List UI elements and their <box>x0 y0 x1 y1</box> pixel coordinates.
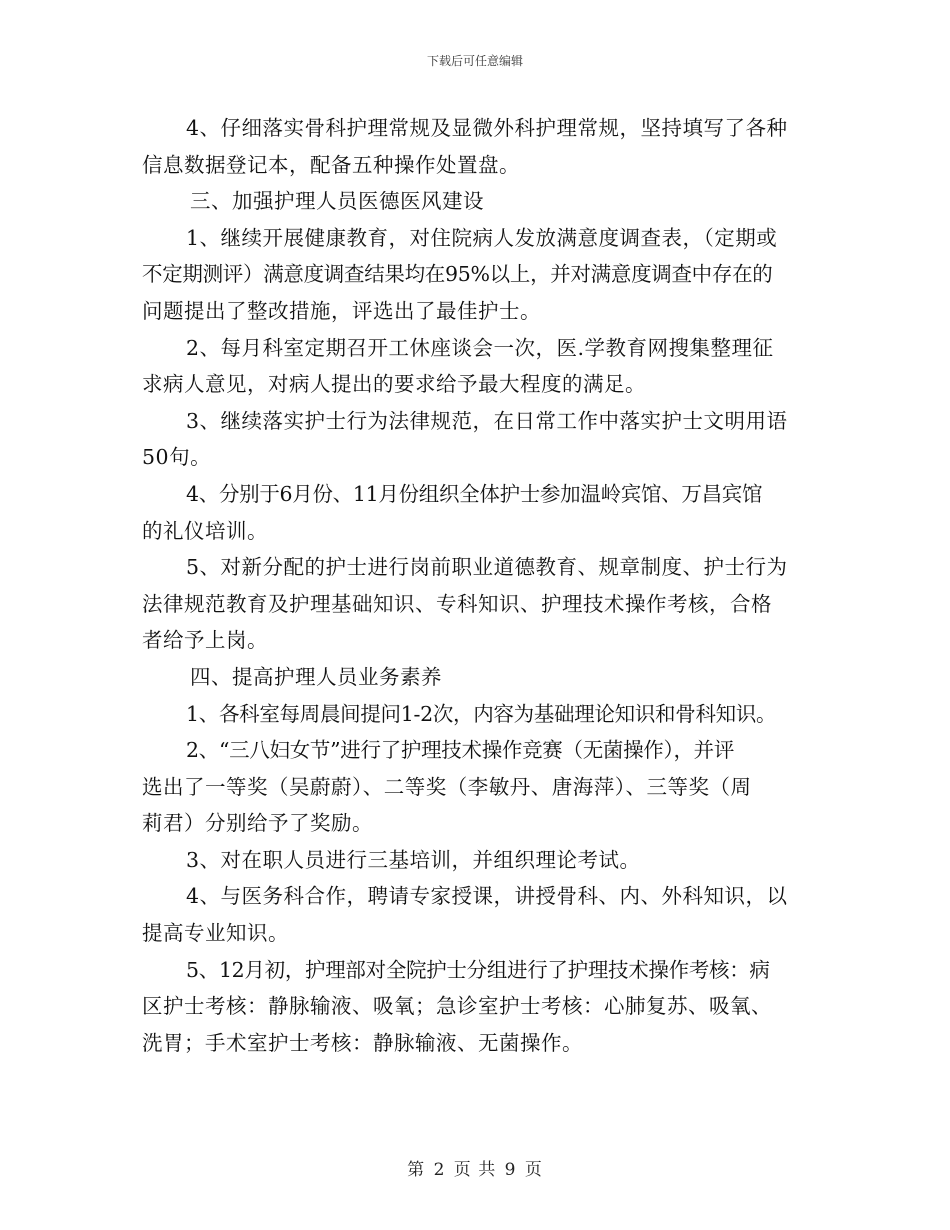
text-line: 4、仔细落实骨科护理常规及显微外科护理常规，坚持填写了各种 <box>186 116 788 140</box>
text-line: 问题提出了整改措施，评选出了最佳护士。 <box>142 298 541 323</box>
text-line: 不定期测评）满意度调查结果均在95%以上，并对满意度调查中存在的 <box>142 262 773 287</box>
text-line: 区护士考核：静脉输液、吸氧；急诊室护士考核：心肺复苏、吸氧、 <box>142 994 772 1019</box>
text-line: 者给予上岗。 <box>142 628 268 653</box>
text-line: 2、每月科室定期召开工休座谈会一次，医.学教育网搜集整理征 <box>186 335 774 360</box>
footer-prefix: 第 <box>407 1160 426 1180</box>
document-body <box>142 110 822 1061</box>
section-heading: 四、提高护理人员业务素养 <box>190 664 442 689</box>
text-line: 洗胃；手术室护士考核：静脉输液、无菌操作。 <box>142 1030 583 1055</box>
text-line: 2、“三八妇女节”进行了护理技术操作竞赛（无菌操作），并评 <box>186 738 735 763</box>
text-line: 5、对新分配的护士进行岗前职业道德教育、规章制度、护士行为 <box>186 555 788 580</box>
footer-middle: 页 共 <box>453 1160 497 1180</box>
text-line: 1、各科室每周晨间提问1-2次，内容为基础理论知识和骨科知识。 <box>186 701 777 726</box>
footer-suffix: 页 <box>524 1160 543 1180</box>
page-header: 下载后可任意编辑 <box>426 54 523 68</box>
page-total: 9 <box>504 1160 517 1180</box>
text-line: 5、12月初，护理部对全院护士分组进行了护理技术操作考核：病 <box>186 957 770 982</box>
text-line: 3、继续落实护士行为法律规范，在日常工作中落实护士文明用语 <box>186 408 788 433</box>
section-heading: 三、加强护理人员医德医风建设 <box>190 189 484 214</box>
text-line: 的礼仪培训。 <box>142 518 268 543</box>
page-number: 2 <box>433 1160 446 1180</box>
text-line: 4、分别于6月份、11月份组织全体护士参加温岭宾馆、万昌宾馆 <box>186 481 763 506</box>
text-line: 3、对在职人员进行三基培训，并组织理论考试。 <box>186 847 641 872</box>
text-line: 莉君）分别给予了奖励。 <box>142 811 373 836</box>
page-footer <box>0 1155 950 1180</box>
text-line: 法律规范教育及护理基础知识、专科知识、护理技术操作考核，合格 <box>142 591 772 616</box>
text-line: 50句。 <box>142 445 212 470</box>
text-line: 4、与医务科合作，聘请专家授课，讲授骨科、内、外科知识，以 <box>186 884 788 909</box>
text-line: 1、继续开展健康教育，对住院病人发放满意度调查表，（定期或 <box>186 225 778 250</box>
text-line: 选出了一等奖（吴蔚蔚）、二等奖（李敏丹、唐海萍）、三等奖（周 <box>142 774 752 799</box>
text-line: 求病人意见，对病人提出的要求给予最大程度的满足。 <box>142 372 646 397</box>
text-line: 提高专业知识。 <box>142 921 289 946</box>
text-line: 信息数据登记本，配备五种操作处置盘。 <box>142 152 520 177</box>
